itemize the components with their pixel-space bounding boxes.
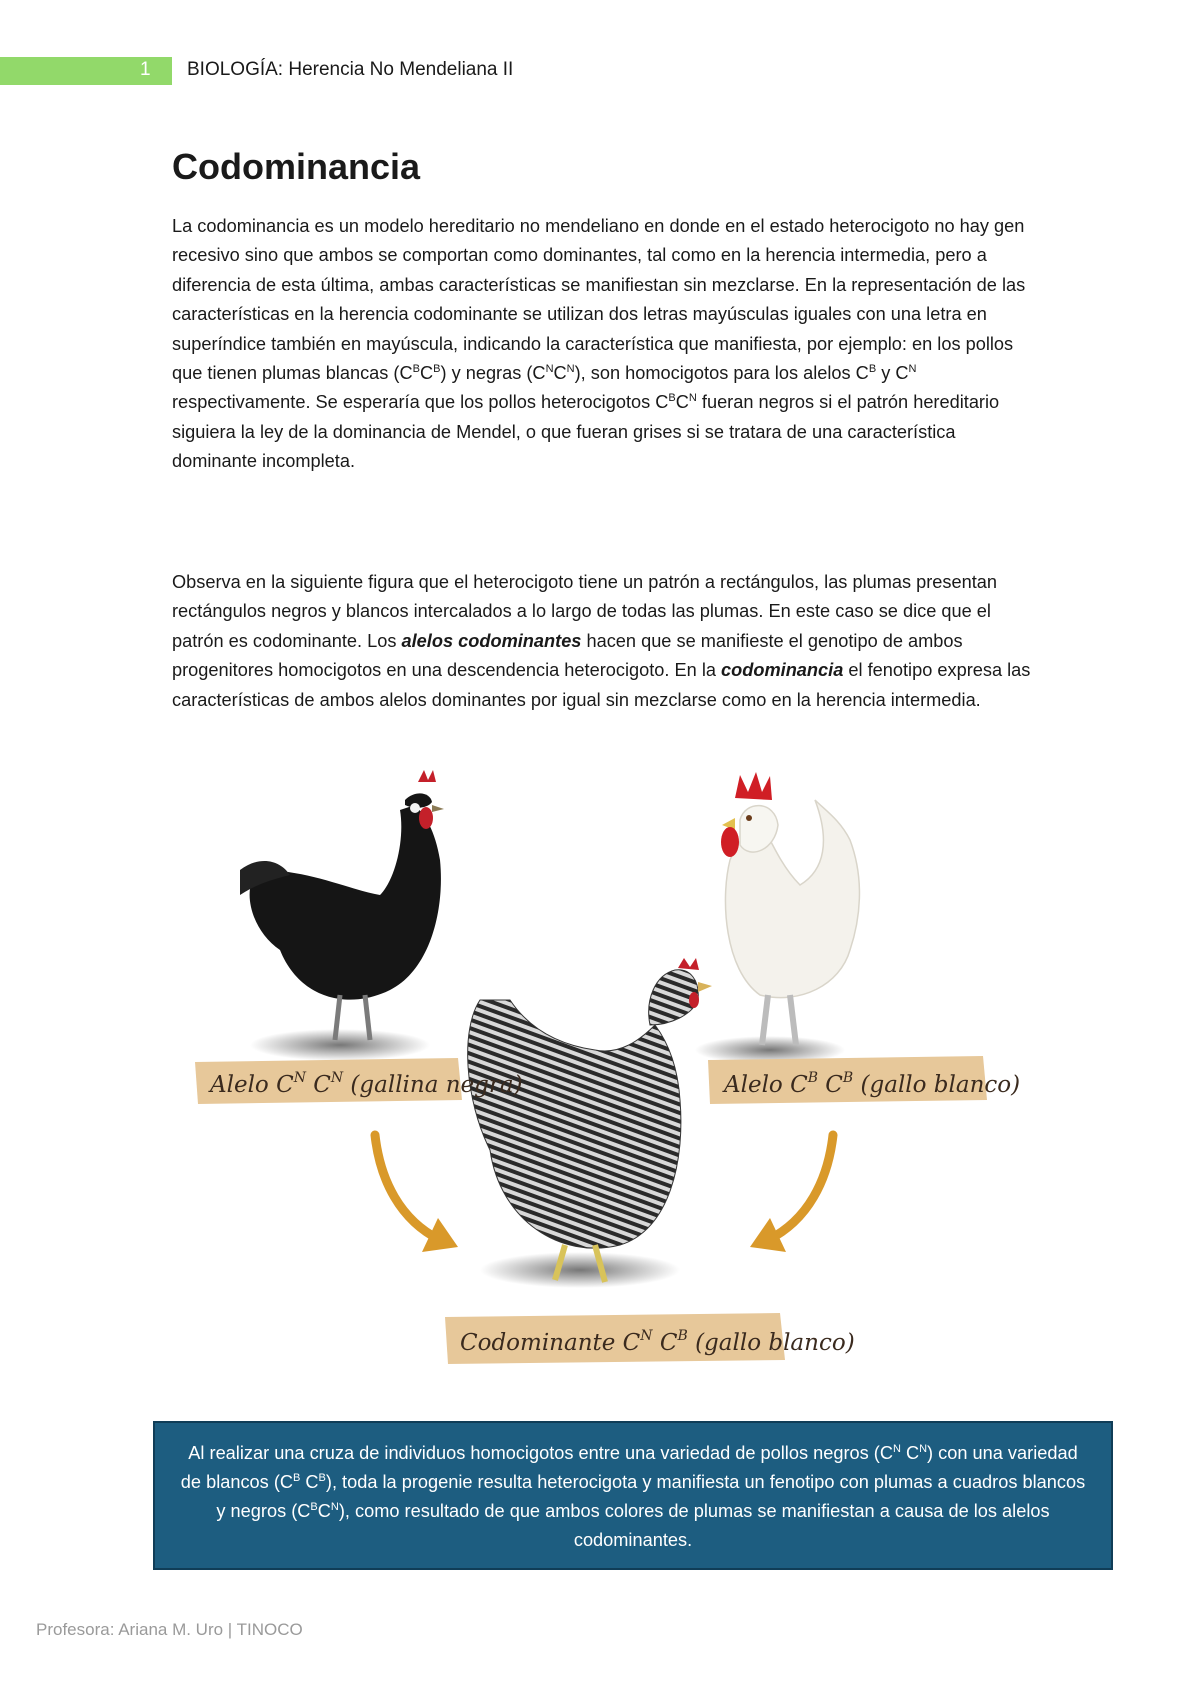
page-title: Codominancia — [172, 146, 421, 187]
label-bottom-codominant — [445, 1313, 855, 1364]
emphasis-alelos-codominantes: alelos codominantes — [401, 630, 582, 651]
svg-text:Alelo CN CN (gallina negra): Alelo $C^N$ $C^N$ (gallina negra) — [210, 1070, 523, 1098]
arrow-left — [375, 1135, 458, 1252]
codominance-figure — [200, 800, 1021, 1380]
black-hen-illustration — [240, 770, 444, 1061]
page-number: 1 — [140, 59, 151, 80]
summary-note-box: Al realizar una cruza de individuos homocigotos entre una variedad de pollos negros ($C^N$ $C^N$) con una variedad de blancos ($C^B$ $C^B$), toda la progenie resulta heterocigota y manifiesta un fenotipo con plumas a cuadros blancos y negros $(C^BC^N)$, como resultado de que ambos colores de plumas se manifiestan a causa de los alelos codominantes. — [153, 1421, 1113, 1570]
white-rooster-illustration — [695, 772, 859, 1064]
figure-explanation-paragraph: Observa en la siguiente figura que el heterocigoto tiene un patrón a rectángulos, las plumas presentan rectángulos negros y blancos intercalados a lo largo de todas las plumas. En este caso se dice que el patrón es codominante. Los alelos codominantes hacen que se manifieste el genotipo de ambos progenitores homocigotos en una descendencia heterocigoto. En la codominancia el fenotipo expresa las características de ambos alelos dominantes por igual sin mezclarse como en la herencia intermedia. — [172, 572, 1031, 710]
header-title: BIOLOGÍA: Herencia No Mendeliana II — [187, 59, 514, 80]
arrow-right — [750, 1135, 833, 1252]
emphasis-codominancia: codominancia — [721, 660, 844, 681]
intro-paragraph: La codominancia es un modelo hereditario no mendeliano en donde en el estado heterocigoto no hay gen recesivo sino que ambos se comportan como dominantes, tal como en la herencia intermedia, pero a diferencia de esta última, ambas características se manifiestan sin mezclarse. En la representación de las características en la herencia codominante se utilizan dos letras mayúsculas iguales con una letra en superíndice también en mayúscula, indicando la característica que manifiesta, por ejemplo: en los pollos que tienen plumas blancas $(C^BC^B)$ y negras $(C^NC^N)$, son homocigotos para los alelos $C^B$ y $C^N$ respectivamente. Se esperaría que los pollos heterocigotos $C^BC^N$ fueran negros si el patrón hereditario siguiera la ley de la dominancia de Mendel, o que fueran grises si se tratara de una característica dominante incompleta. — [172, 216, 1026, 472]
label-right-white-rooster — [708, 1056, 1020, 1104]
svg-text:Codominante CN CB (gallo blanc: Codominante $C^N$ $C^B$ (gallo blanco) — [460, 1328, 855, 1356]
barred-hen-illustration — [468, 958, 712, 1288]
footer-author: Profesora: Ariana M. Uro | TINOCO — [36, 1620, 303, 1639]
svg-text:Alelo CB CB (gallo blanco): Alelo $C^B$ $C^B$ (gallo blanco) — [724, 1070, 1021, 1098]
